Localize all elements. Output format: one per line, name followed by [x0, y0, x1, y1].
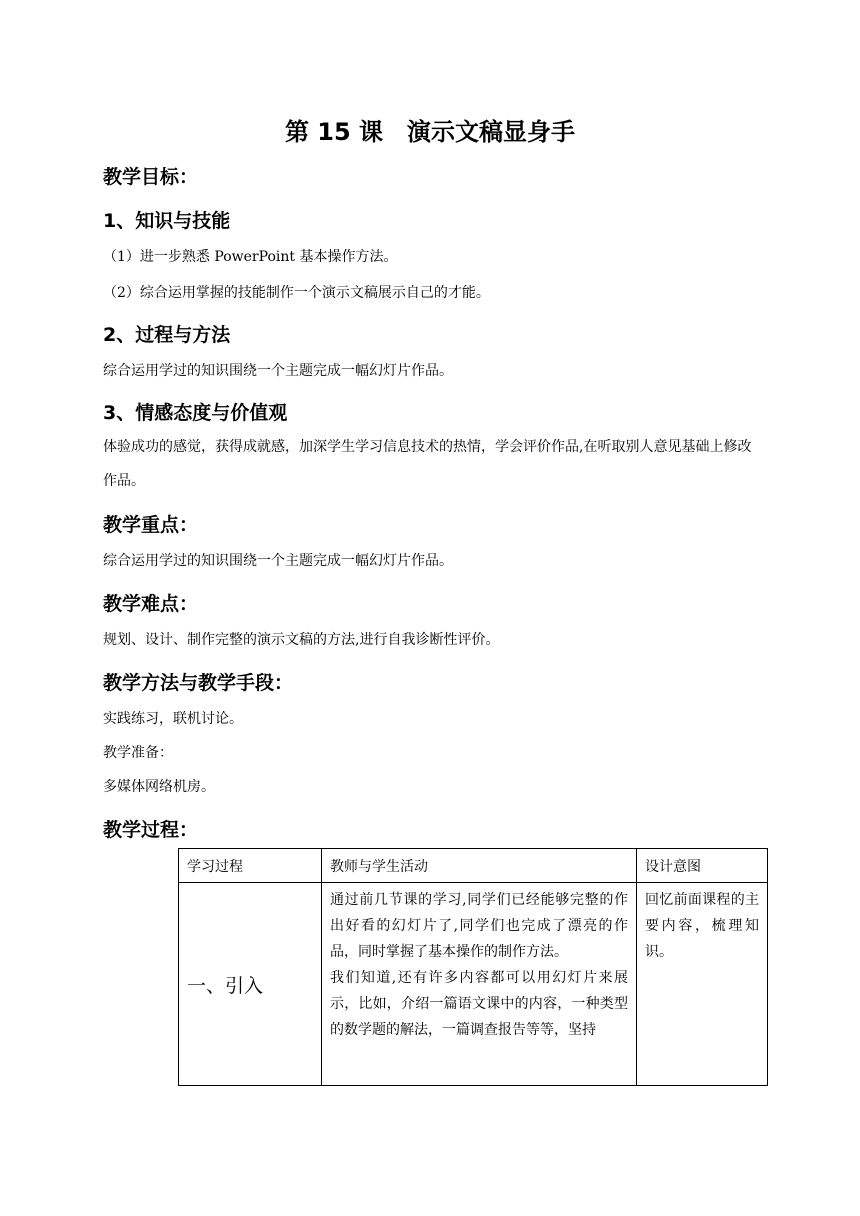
knowledge-item-2: （2）综合运用掌握的技能制作一个演示文稿展示自己的才能。: [103, 285, 490, 301]
prep-text: 多媒体网络机房。: [103, 779, 215, 795]
prep-label: 教学准备：: [103, 745, 173, 761]
intent-cell: 回忆前面课程的主要内容，梳理知识。: [637, 883, 768, 1086]
activity-paragraph: 我们知道,还有许多内容都可以用幻灯片来展示，比如，介绍一篇语文课中的内容，一种类型的数学题的解法，一篇调查报告等等，坚持: [330, 970, 628, 1038]
column-header: 学习过程: [179, 849, 322, 883]
knowledge-heading: 1、知识与技能: [103, 210, 231, 232]
activity-paragraph: 通过前几节课的学习,同学们已经能够完整的作出好看的幻灯片了,同学们也完成了漂亮的作品，同时掌握了基本操作的制作方法。: [330, 892, 628, 960]
table-row: [179, 883, 768, 1086]
methods-heading: 教学方法与教学手段：: [103, 672, 294, 694]
activity-cell: [322, 883, 637, 1086]
procedure-heading: 教学过程：: [103, 819, 199, 841]
difficulties-heading: 教学难点：: [103, 593, 199, 615]
key-points-heading: 教学重点：: [103, 514, 199, 536]
difficulties-text: 规划、设计、制作完整的演示文稿的方法,进行自我诊断性评价。: [103, 632, 500, 648]
process-method-heading: 2、过程与方法: [103, 324, 231, 346]
emotion-heading: 3、情感态度与价值观: [103, 402, 288, 424]
key-points-text: 综合运用学过的知识围绕一个主题完成一幅幻灯片作品。: [103, 553, 453, 569]
methods-text: 实践练习，联机讨论。: [103, 711, 243, 727]
stage-cell: 一、引入: [179, 883, 322, 1086]
objectives-heading: 教学目标：: [103, 166, 199, 188]
column-header: 教师与学生活动: [322, 849, 637, 883]
emotion-text: 体验成功的感觉，获得成就感，加深学生学习信息技术的热情，学会评价作品,在听取别人意见基础上修改作品。: [103, 439, 752, 489]
lesson-title: 第 15 课 演示文稿显身手: [284, 118, 576, 146]
procedure-table: [178, 848, 768, 1086]
process-method-text: 综合运用学过的知识围绕一个主题完成一幅幻灯片作品。: [103, 363, 453, 379]
table-header-row: [179, 849, 768, 883]
knowledge-item-1: （1）进一步熟悉 PowerPoint 基本操作方法。: [103, 249, 398, 265]
column-header: 设计意图: [637, 849, 768, 883]
